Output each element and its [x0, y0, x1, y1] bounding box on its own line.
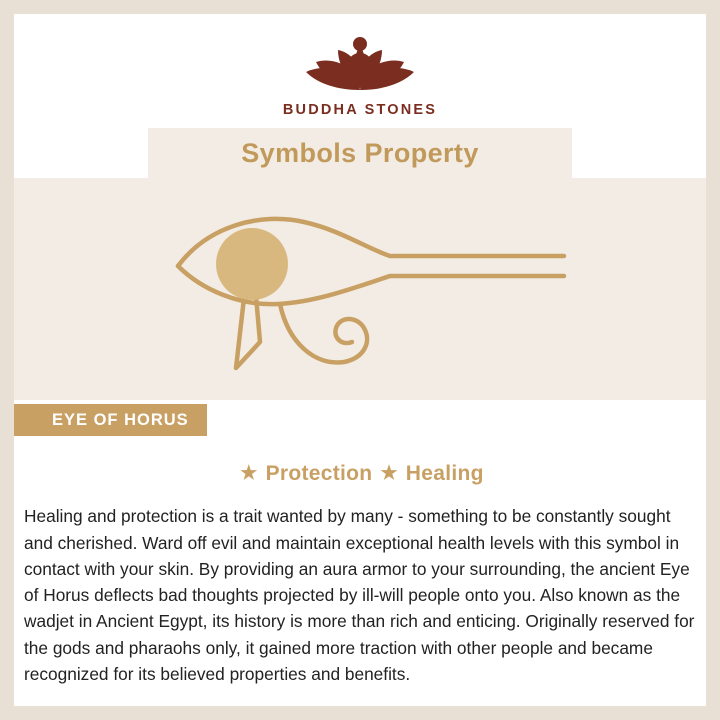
symbol-name-badge — [14, 404, 207, 436]
keyword-row — [0, 462, 720, 486]
illustration-panel — [14, 178, 706, 400]
description-paragraph: Healing and protection is a trait wanted by many - something to be constantly sought and cherished. Ward off evil and maintain exceptional health levels with this symbol in contact with your skin. By providing an aura armor to your surrounding, the ancient Eye of Horus deflects bad thoughts projected by ill-will people onto you. Also known as the wadjet in Ancient Egypt, its history is more than rich and enticing. Originally reserved for the gods and pharaohs only, it gained more traction with other people and became recognized for its believed properties and benefits. — [24, 506, 695, 684]
corner-notch-bottom-left — [0, 694, 26, 720]
symbol-name-label: EYE OF HORUS — [52, 410, 189, 429]
lotus-meditation-icon — [280, 22, 440, 100]
keyword-protection: Protection — [265, 462, 373, 485]
keyword-healing: Healing — [405, 462, 484, 485]
brand-name: BUDDHA STONES — [282, 102, 438, 118]
page-title-bar — [148, 128, 572, 178]
star-icon-2: ★ — [380, 463, 398, 484]
eye-of-horus-icon — [164, 192, 584, 392]
page-title: Symbols Property — [241, 137, 479, 168]
brand-logo — [0, 22, 720, 118]
corner-notch-bottom-right — [694, 694, 720, 720]
star-icon: ★ — [240, 463, 258, 484]
eye-pupil — [216, 228, 288, 300]
